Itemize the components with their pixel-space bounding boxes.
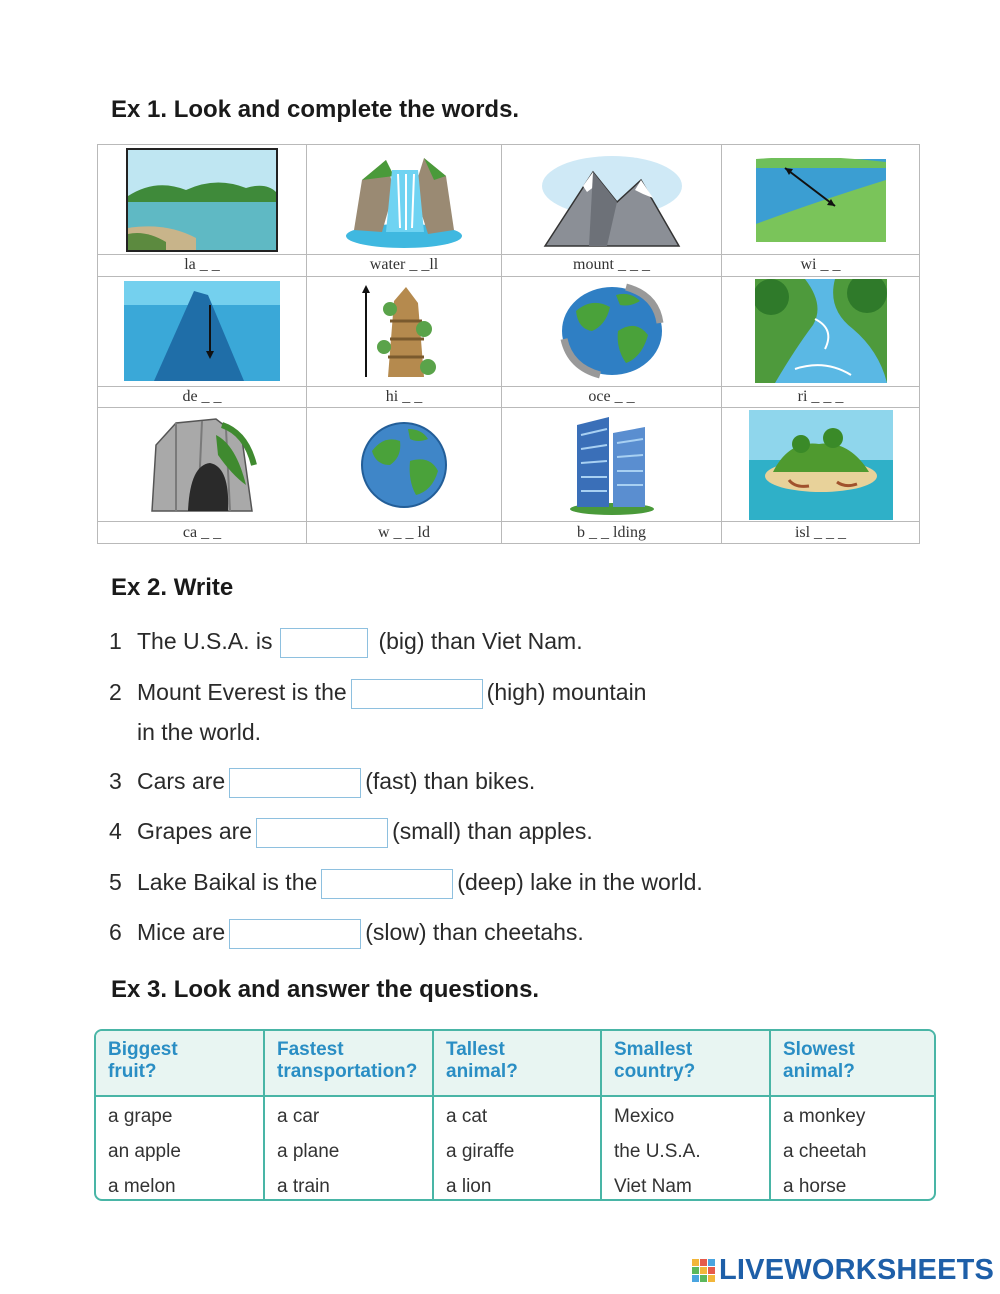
question-text: Mice are [137, 919, 226, 946]
table-cell: a car a plane a train [264, 1096, 433, 1201]
word-label: mount _ _ _ [502, 255, 722, 277]
ocean-cell [502, 276, 722, 386]
question-text: Mount Everest is the [137, 679, 347, 706]
question-3 [109, 768, 535, 798]
word-label: b _ _ lding [502, 522, 722, 544]
word-label: w _ _ ld [307, 522, 502, 544]
logo-mark-icon [692, 1259, 715, 1282]
question-4 [109, 818, 593, 848]
building-icon [567, 415, 657, 515]
wide-river-icon [755, 158, 887, 242]
word-label: water _ _ll [307, 255, 502, 277]
question-text: (fast) than bikes. [365, 768, 536, 795]
world-cell [307, 408, 502, 522]
question-text: The U.S.A. is [137, 628, 273, 655]
liveworksheets-logo[interactable] [692, 1253, 994, 1287]
answer-input-3[interactable] [229, 768, 361, 798]
wide-cell [722, 145, 920, 255]
question-6 [109, 919, 584, 949]
lake-icon [126, 148, 278, 252]
cave-cell [98, 408, 307, 522]
question-text: (big) than Viet Nam. [378, 628, 583, 655]
question-1 [109, 628, 583, 658]
question-number: 4 [109, 818, 122, 845]
question-number: 3 [109, 768, 122, 795]
question-text: Cars are [137, 768, 226, 795]
question-text: (deep) lake in the world. [457, 869, 703, 896]
question-text: Grapes are [137, 818, 253, 845]
ex2-heading: Ex 2. Write [111, 574, 234, 601]
table-cell: a monkey a cheetah a horse [783, 1106, 867, 1197]
word-label: ri _ _ _ [722, 386, 920, 408]
mountain-icon [537, 150, 687, 250]
river-icon [755, 279, 887, 383]
table-cell: a cat a giraffe a lion [433, 1096, 601, 1201]
word-label: de _ _ [98, 386, 307, 408]
question-number: 2 [109, 679, 122, 706]
column-header: Slowest animal? [770, 1031, 936, 1096]
answer-input-5[interactable] [321, 869, 453, 899]
ex1-heading: Ex 1. Look and complete the words. [111, 96, 520, 123]
building-cell [502, 408, 722, 522]
word-label: isl _ _ _ [722, 522, 920, 544]
ex1-picture-grid [97, 144, 920, 544]
question-number: 6 [109, 919, 122, 946]
question-text: (slow) than cheetahs. [365, 919, 584, 946]
word-label: ca _ _ [98, 522, 307, 544]
ex3-table [94, 1029, 936, 1201]
answer-input-4[interactable] [256, 818, 388, 848]
answer-input-1[interactable] [280, 628, 368, 658]
question-text: (high) mountain [486, 679, 647, 706]
logo-text: LIVEWORKSHEETS [719, 1253, 995, 1286]
high-cell [307, 276, 502, 386]
table-cell: Mexico the U.S.A. Viet Nam [601, 1096, 770, 1201]
question-2 [109, 679, 646, 709]
word-label: wi _ _ [722, 255, 920, 277]
question-2-continuation: in the world. [137, 719, 262, 745]
ex3-heading: Ex 3. Look and answer the questions. [111, 976, 540, 1003]
question-5 [109, 869, 703, 899]
question-text: (small) than apples. [392, 818, 593, 845]
column-header: Biggest fruit? [96, 1031, 264, 1096]
deep-cell [98, 276, 307, 386]
column-header: Fastest transportation? [264, 1031, 433, 1096]
island-cell [722, 408, 920, 522]
table-cell: a grape an apple a melon [96, 1096, 264, 1201]
ocean-globe-icon [556, 281, 668, 381]
word-label: la _ _ [98, 255, 307, 277]
question-number: 1 [109, 628, 122, 655]
answer-input-2[interactable] [351, 679, 483, 709]
high-cliff-icon [354, 281, 454, 381]
world-globe-icon [360, 421, 448, 509]
word-label: oce _ _ [502, 386, 722, 408]
column-header: Tallest animal? [433, 1031, 601, 1096]
answer-input-6[interactable] [229, 919, 361, 949]
cave-icon [146, 415, 258, 515]
table-row [96, 1096, 936, 1201]
column-header: Smallest country? [601, 1031, 770, 1096]
river-cell [722, 276, 920, 386]
question-text: Lake Baikal is the [137, 869, 318, 896]
deep-sea-icon [124, 281, 280, 381]
island-icon [749, 410, 893, 520]
question-number: 5 [109, 869, 122, 896]
word-label: hi _ _ [307, 386, 502, 408]
lake-cell [98, 145, 307, 255]
waterfall-icon [342, 150, 466, 250]
waterfall-cell [307, 145, 502, 255]
mountain-cell [502, 145, 722, 255]
